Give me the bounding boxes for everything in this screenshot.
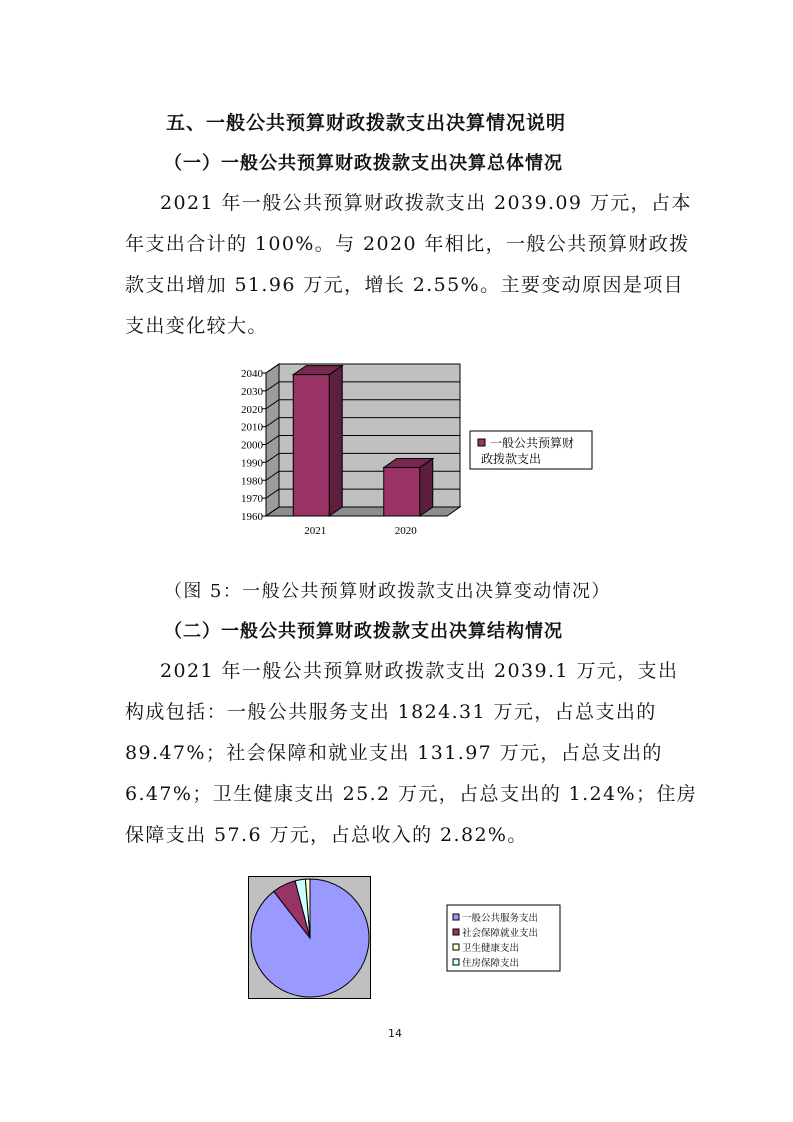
subsection-title-1: （一）一般公共预算财政拨款支出决算总体情况: [164, 153, 563, 174]
pie-legend-label: 住房保障支出: [462, 958, 520, 969]
bar-chart-legend-swatch: [478, 439, 485, 446]
pie-legend-swatch: [453, 944, 459, 950]
subsection-title-2: （二）一般公共预算财政拨款支出决算结构情况: [164, 621, 563, 642]
bar-chart-x-tick-label: 2021: [304, 525, 327, 537]
bar-side-2021: [329, 366, 342, 516]
bar-chart-y-tick-label: 1990: [241, 457, 263, 470]
paragraph-1-line-2: 年支出合计的 100%。与 2020 年相比，一般公共预算财政拨: [125, 233, 690, 255]
bar-chart-y-tick-label: 1960: [241, 511, 263, 523]
bar-chart-y-tick-label: 1980: [241, 475, 263, 488]
bar-chart-y-tick-label: 2040: [241, 368, 263, 380]
bar-chart-y-tick-label: 2010: [241, 421, 263, 434]
bar-chart-x-tick-label: 2020: [394, 525, 417, 537]
pie-legend-label: 社会保障就业支出: [462, 928, 539, 939]
paragraph-2-line-2: 构成包括：一般公共服务支出 1824.31 万元，占总支出的: [125, 701, 657, 723]
pie-legend-swatch: [453, 929, 459, 935]
paragraph-1-line-3: 款支出增加 51.96 万元，增长 2.55%。主要变动原因是项目: [125, 274, 685, 296]
page-number: 14: [388, 1027, 402, 1040]
bar-chart-legend-label: 一般公共预算财政拨款支出: [481, 436, 575, 466]
bar-chart-y-tick-label: 2030: [241, 385, 263, 398]
bar-chart-y-tick-label: 2000: [241, 439, 263, 452]
section-title: 五、一般公共预算财政拨款支出决算情况说明: [166, 112, 567, 134]
paragraph-2-line-1: 2021 年一般公共预算财政拨款支出 2039.1 万元，支出: [160, 660, 679, 682]
paragraph-2-line-4: 6.47%；卫生健康支出 25.2 万元，占总支出的 1.24%；住房: [125, 783, 698, 805]
paragraph-1-line-1: 2021 年一般公共预算财政拨款支出 2039.09 万元，占本: [160, 192, 692, 214]
figure-5-caption: （图 5：一般公共预算财政拨款支出决算变动情况）: [164, 581, 611, 602]
paragraph-2-line-5: 保障支出 57.6 万元，占总收入的 2.82%。: [125, 824, 528, 846]
pie-legend-label: 卫生健康支出: [462, 943, 520, 954]
pie-legend-swatch: [453, 914, 459, 920]
paragraph-1-line-4: 支出变化较大。: [125, 315, 268, 337]
paragraph-2-line-3: 89.47%；社会保障和就业支出 131.97 万元，占总支出的: [125, 742, 663, 764]
pie-legend-label: 一般公共服务支出: [462, 913, 539, 924]
pie-legend-swatch: [453, 959, 459, 965]
bar-2021: [293, 375, 329, 516]
bar-chart: [228, 354, 598, 544]
bar-side-2020: [420, 459, 433, 516]
bar-2020: [384, 468, 420, 516]
pie-chart: [248, 876, 568, 1000]
bar-chart-y-tick-label: 1970: [241, 493, 263, 506]
bar-chart-y-tick-label: 2020: [241, 403, 263, 416]
